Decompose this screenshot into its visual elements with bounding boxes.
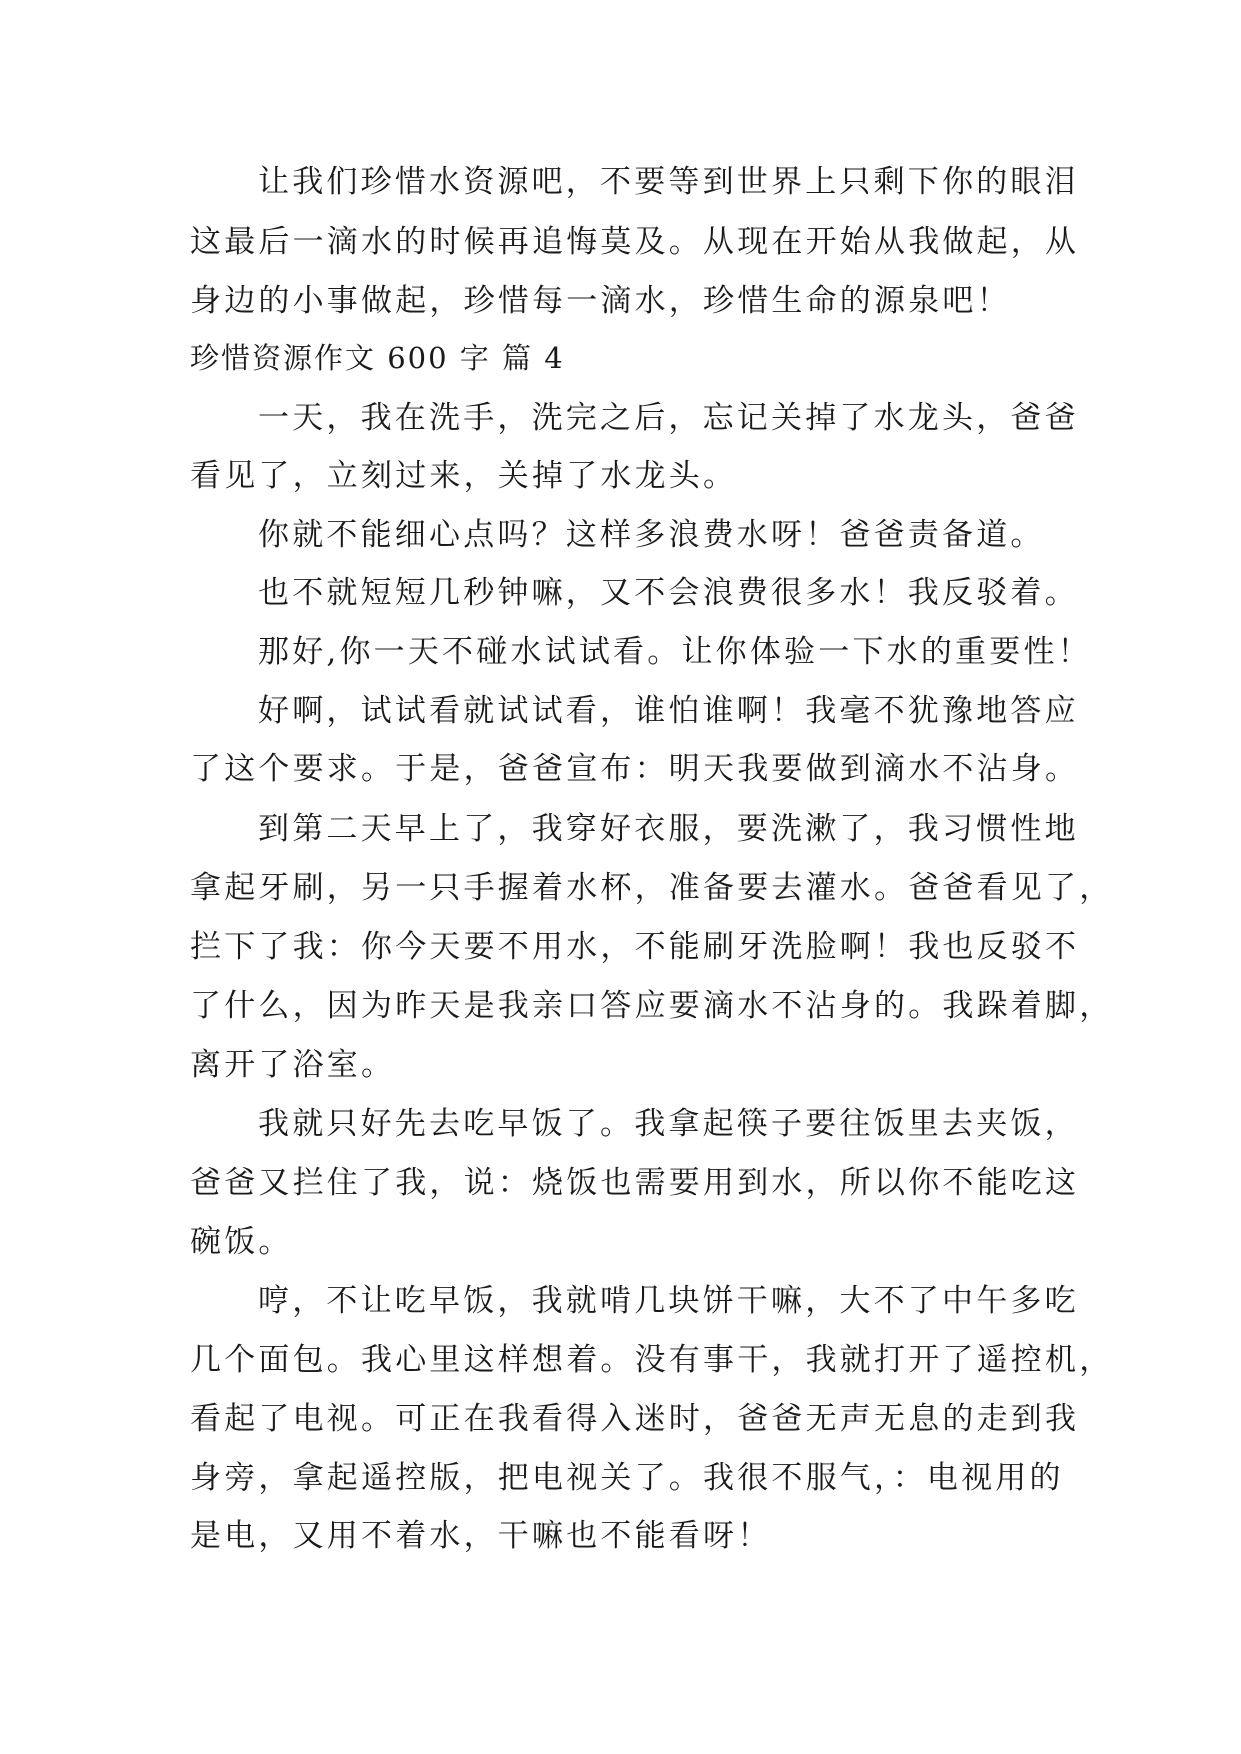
paragraph-line: 你就不能细心点吗？这样多浪费水呀！爸爸责备道。 xyxy=(258,517,1045,553)
paragraph-line: 一天，我在洗手，洗完之后，忘记关掉了水龙头，爸爸 xyxy=(258,400,1079,436)
paragraph-line: 这最后一滴水的时候再追悔莫及。从现在开始从我做起，从 xyxy=(190,224,1080,260)
paragraph-line: 了什么，因为昨天是我亲口答应要滴水不沾身的。我跺着脚， xyxy=(190,988,1114,1024)
paragraph-line: 碗饭。 xyxy=(190,1224,293,1260)
paragraph-line: 好啊，试试看就试试看，谁怕谁啊！我毫不犹豫地答应 xyxy=(258,693,1079,729)
section-heading: 珍惜资源作文 600 字 篇 4 xyxy=(190,341,565,375)
paragraph-line: 身边的小事做起，珍惜每一滴水，珍惜生命的源泉吧！ xyxy=(190,283,1011,319)
paragraph-line: 爸爸又拦住了我，说：烧饭也需要用到水，所以你不能吃这 xyxy=(190,1165,1080,1201)
paragraph-line: 看起了电视。可正在我看得入迷时，爸爸无声无息的走到我 xyxy=(190,1401,1080,1437)
paragraph-line: 那好,你一天不碰水试试看。让你体验一下水的重要性！ xyxy=(258,634,1092,670)
paragraph-line: 离开了浴室。 xyxy=(190,1047,396,1083)
paragraph-line: 身旁，拿起遥控版，把电视关了。我很不服气，：电视用的 xyxy=(190,1460,1064,1496)
paragraph-line: 我就只好先去吃早饭了。我拿起筷子要往饭里去夹饭， xyxy=(258,1106,1079,1142)
paragraph-line: 几个面包。我心里这样想着。没有事干，我就打开了遥控机， xyxy=(190,1342,1114,1378)
paragraph-line: 让我们珍惜水资源吧，不要等到世界上只剩下你的眼泪 xyxy=(258,164,1079,200)
paragraph-line: 拦下了我：你今天要不用水，不能刷牙洗脸啊！我也反驳不 xyxy=(190,929,1080,965)
paragraph-line: 是电，又用不着水，干嘛也不能看呀！ xyxy=(190,1518,772,1554)
paragraph-line: 了这个要求。于是，爸爸宣布：明天我要做到滴水不沾身。 xyxy=(190,751,1080,787)
paragraph-line: 拿起牙刷，另一只手握着水杯，准备要去灌水。爸爸看见了， xyxy=(190,870,1114,906)
paragraph-line: 也不就短短几秒钟嘛，又不会浪费很多水！我反驳着。 xyxy=(258,575,1079,611)
paragraph-line: 到第二天早上了，我穿好衣服，要洗漱了，我习惯性地 xyxy=(258,811,1079,847)
paragraph-line: 看见了，立刻过来，关掉了水龙头。 xyxy=(190,458,738,494)
paragraph-line: 哼，不让吃早饭，我就啃几块饼干嘛，大不了中午多吃 xyxy=(258,1283,1079,1319)
